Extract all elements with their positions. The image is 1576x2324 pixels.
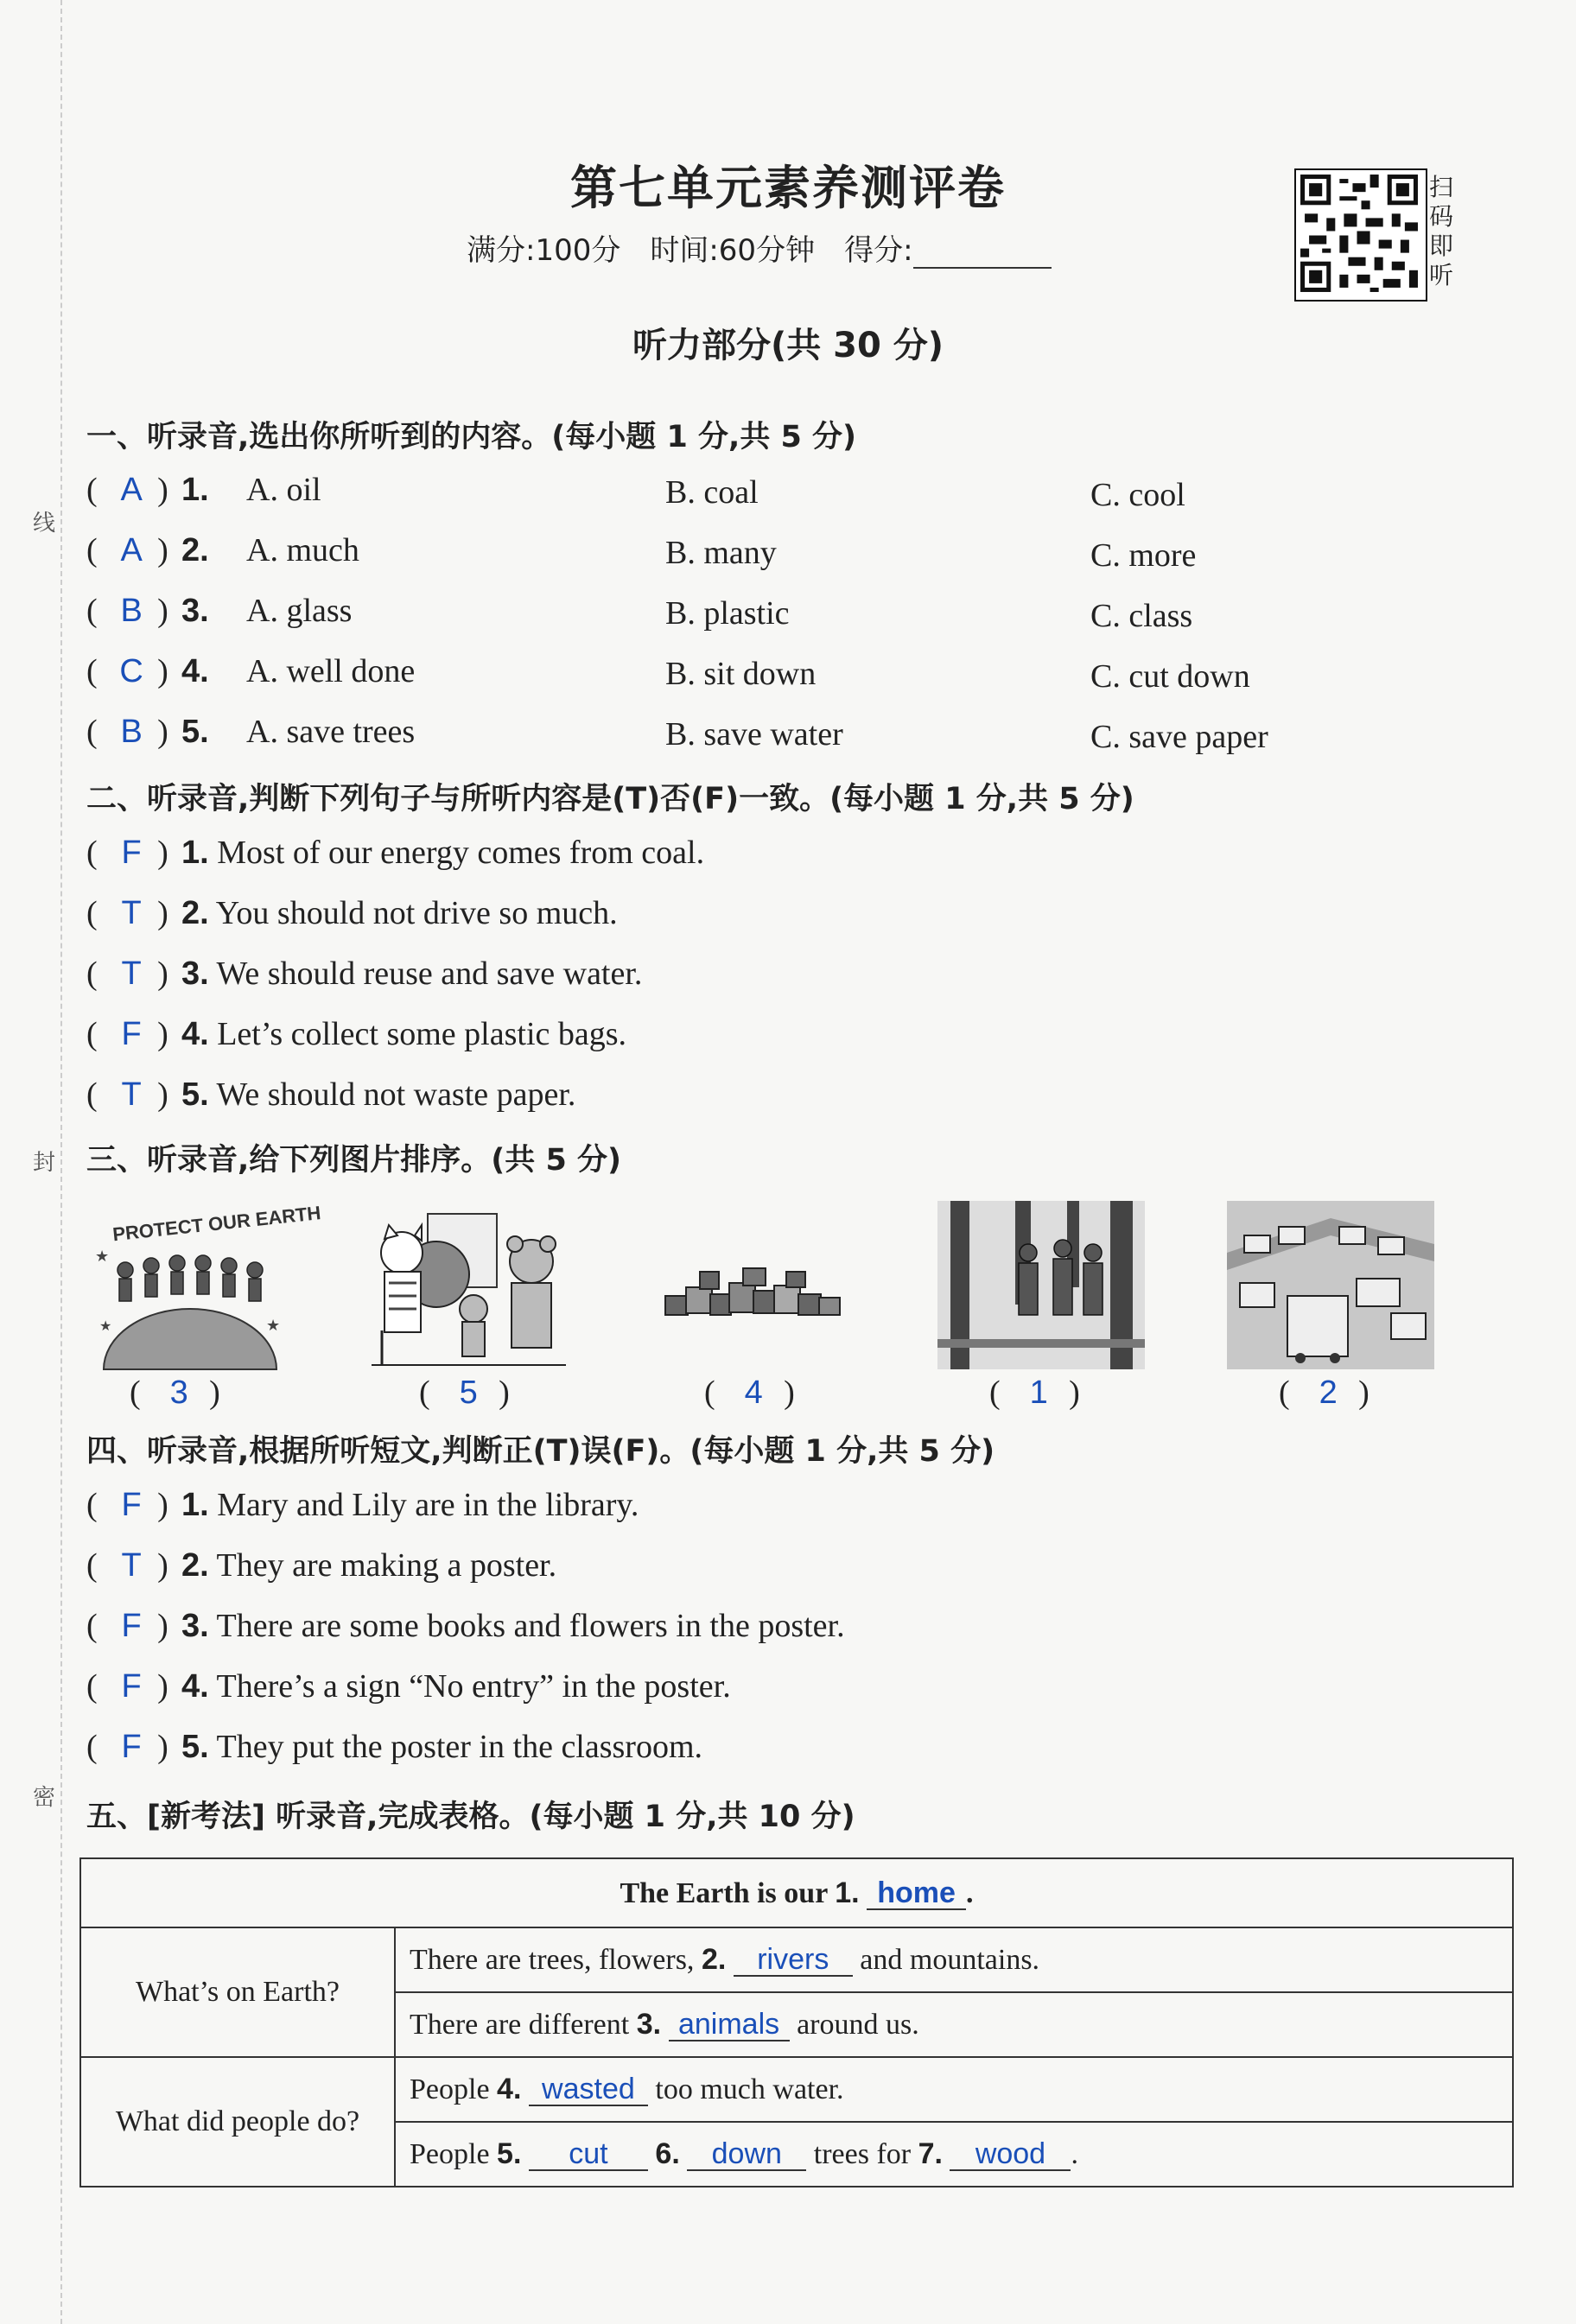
option-c: C. cool [1090,477,1185,513]
answer: T [121,956,142,992]
question-number: 2. [181,532,209,568]
blank-number: 5. [497,2137,522,2170]
row-text: too much water. [655,2073,844,2105]
s1-question-5 [86,713,209,751]
section-3-title: 三、听录音,给下列图片排序。(共 5 分) [86,1143,622,1178]
picture-3-answer: ( 4 ) [704,1375,795,1411]
picture-1-answer: ( 3 ) [130,1375,220,1411]
answer-paren: ( F ) [86,1487,168,1523]
statement-text: Most of our energy comes from coal. [217,835,705,871]
s4-question-3 [86,1607,845,1645]
option-a: A. glass [246,593,353,629]
blank-2: rivers [734,1944,853,1977]
answer-paren: ( A ) [86,472,168,508]
row-trees [395,1927,1513,1992]
statement-text: They put the poster in the classroom. [216,1729,703,1765]
question-number: 5. [181,1729,209,1765]
answer-paren: ( A ) [86,532,168,568]
svg-text:★: ★ [266,1317,281,1334]
answer: T [121,895,142,931]
section-1-title: 一、听录音,选出你所听到的内容。(每小题 1 分,共 5 分) [86,420,857,454]
statement-text: There are some books and flowers in the poster. [216,1608,845,1644]
option-b: B. plastic [665,595,790,632]
blank-1: home [867,1877,966,1910]
answer: B [120,593,143,629]
option-b: B. save water [665,716,843,752]
picture-animals-globe [363,1201,575,1369]
statement-text: They are making a poster. [216,1547,557,1584]
answer-paren: ( F ) [86,1608,168,1644]
blank-number: 6. [655,2137,680,2170]
option-c: C. save paper [1090,719,1268,755]
option-b: B. coal [665,474,759,511]
question-number: 2. [181,1547,209,1584]
exam-meta [467,226,1052,269]
row-text: People [410,2073,490,2105]
page-title: 第七单元素养测评卷 [570,161,1006,215]
s4-question-1 [86,1486,639,1524]
blank-number: 3. [636,2008,662,2041]
answer: T [121,1076,142,1113]
answer-paren: ( T ) [86,1076,168,1113]
s2-question-4 [86,1015,626,1053]
row-text: and mountains. [860,1944,1040,1976]
s1-question-4 [86,652,209,690]
statement-text: Let’s collect some plastic bags. [217,1016,627,1052]
answer: A [120,472,143,508]
section-4-title: 四、听录音,根据所听短文,判断正(T)误(F)。(每小题 1 分,共 5 分) [86,1434,995,1469]
margin-mark-xian: 线 [33,511,56,537]
answer: A [120,532,143,568]
exam-meta-text: 满分:100分 时间:60分钟 得分: [467,233,913,268]
question-number: 1. [181,472,209,508]
blank-number: 2. [701,1943,727,1976]
option-c: C. cut down [1090,658,1250,695]
statement-text: You should not drive so much. [215,895,618,931]
svg-text:★: ★ [95,1248,110,1265]
qr-code[interactable] [1294,168,1427,302]
qr-hint-char: 即 [1429,232,1454,260]
question-number: 4. [181,1668,209,1705]
qr-hint-char: 听 [1429,261,1454,289]
answer: 2 [1319,1375,1338,1411]
picture-rubbish-pile [648,1201,860,1369]
s2-question-1 [86,834,704,872]
s1-question-3 [86,592,209,630]
question-number: 3. [181,593,209,629]
answer-paren: ( B ) [86,714,168,750]
answer: 1 [1029,1375,1048,1411]
listening-part-title: 听力部分(共 30 分) [632,326,944,365]
option-b: B. sit down [665,656,817,692]
question-number: 1. [181,835,209,871]
question-number: 3. [181,956,209,992]
answer-paren: ( C ) [86,653,168,689]
answer: F [121,1608,142,1644]
s2-question-2 [86,894,618,932]
picture-4-answer: ( 1 ) [989,1375,1080,1411]
answer: 3 [169,1375,188,1411]
answer-paren: ( F ) [86,1729,168,1765]
option-a: A. much [246,532,359,568]
picture-protect-earth-lettering: PROTECT OUR EARTH [111,1202,322,1246]
option-a: A. oil [246,472,321,508]
question-number: 4. [181,1016,209,1052]
question-number: 3. [181,1608,209,1644]
blank-number: 1. [835,1876,860,1909]
question-number: 1. [181,1487,209,1523]
qr-code-graphic [1296,170,1422,296]
row-text: trees for [813,2138,912,2170]
blank-4: wasted [529,2073,648,2106]
s1-question-1 [86,471,209,509]
s4-question-5 [86,1728,702,1766]
row-water [395,2057,1513,2122]
left-cell-people: What did people do? [80,2057,395,2187]
margin-mark-mi: 密 [33,1785,56,1811]
answer-paren: ( T ) [86,956,168,992]
question-number: 5. [181,1076,209,1113]
answer: T [121,1547,142,1584]
option-c: C. class [1090,598,1193,634]
row-text: There are trees, flowers, [410,1944,695,1976]
qr-hint-char: 码 [1429,202,1454,231]
score-blank [913,243,1052,269]
row-animals [395,1992,1513,2057]
answer-paren: ( B ) [86,593,168,629]
table-header-row [80,1858,1513,1927]
answer: B [120,714,143,750]
picture-2-answer: ( 5 ) [419,1375,510,1411]
option-a: A. save trees [246,714,416,750]
picture-traffic-jam [1227,1201,1434,1369]
question-number: 5. [181,714,209,750]
option-b: B. many [665,535,777,571]
table-row [80,2057,1513,2122]
statement-text: Mary and Lily are in the library. [217,1487,639,1523]
s4-question-2 [86,1546,556,1584]
answer: F [121,1668,142,1705]
table-header-cell: The Earth is our 1. home . [80,1858,1513,1927]
header-text: The Earth is our [620,1876,828,1909]
s1-question-2 [86,531,209,569]
blank-5: cut [529,2138,648,2171]
row-trees-cut: People 5. cut 6. down trees for 7. wood . [395,2122,1513,2187]
picture-cutting-trees [937,1201,1145,1369]
answer: F [121,835,142,871]
blank-number: 7. [918,2137,943,2170]
question-number: 2. [181,895,209,931]
option-a: A. well done [246,653,416,689]
picture-protect-earth [86,1201,322,1369]
qr-scan-hint [1429,173,1458,290]
answer: F [121,1016,142,1052]
answer-paren: ( F ) [86,1016,168,1052]
svg-text:★: ★ [99,1319,112,1334]
row-text: around us. [797,2009,919,2041]
answer: 5 [459,1375,478,1411]
blank-6: down [687,2138,806,2171]
statement-text: We should reuse and save water. [216,956,643,992]
table-row [80,1927,1513,1992]
left-cell-earth: What’s on Earth? [80,1927,395,2057]
section-5-title: 五、[新考法] 听录音,完成表格。(每小题 1 分,共 10 分) [86,1800,855,1834]
answer-paren: ( F ) [86,1668,168,1705]
row-text: People [410,2138,490,2170]
picture-5-answer: ( 2 ) [1279,1375,1369,1411]
answer-paren: ( T ) [86,1547,168,1584]
answer: 4 [744,1375,763,1411]
s2-question-3 [86,955,642,993]
answer-paren: ( T ) [86,895,168,931]
statement-text: There’s a sign “No entry” in the poster. [216,1668,731,1705]
question-number: 4. [181,653,209,689]
earth-table [79,1857,1514,2187]
section-2-title: 二、听录音,判断下列句子与所听内容是(T)否(F)一致。(每小题 1 分,共 5 分) [86,782,1134,816]
blank-3: animals [669,2009,790,2041]
row-text: There are different [410,2009,630,2041]
option-c: C. more [1090,537,1197,574]
answer: F [121,1487,142,1523]
margin-mark-feng: 封 [33,1150,56,1176]
answer: C [119,653,143,689]
qr-hint-char: 扫 [1429,173,1454,201]
answer: F [121,1729,142,1765]
s2-question-5 [86,1076,575,1114]
blank-number: 4. [497,2073,522,2105]
statement-text: We should not waste paper. [216,1076,576,1113]
blank-7: wood [950,2138,1071,2171]
s4-question-4 [86,1667,731,1705]
answer-paren: ( F ) [86,835,168,871]
